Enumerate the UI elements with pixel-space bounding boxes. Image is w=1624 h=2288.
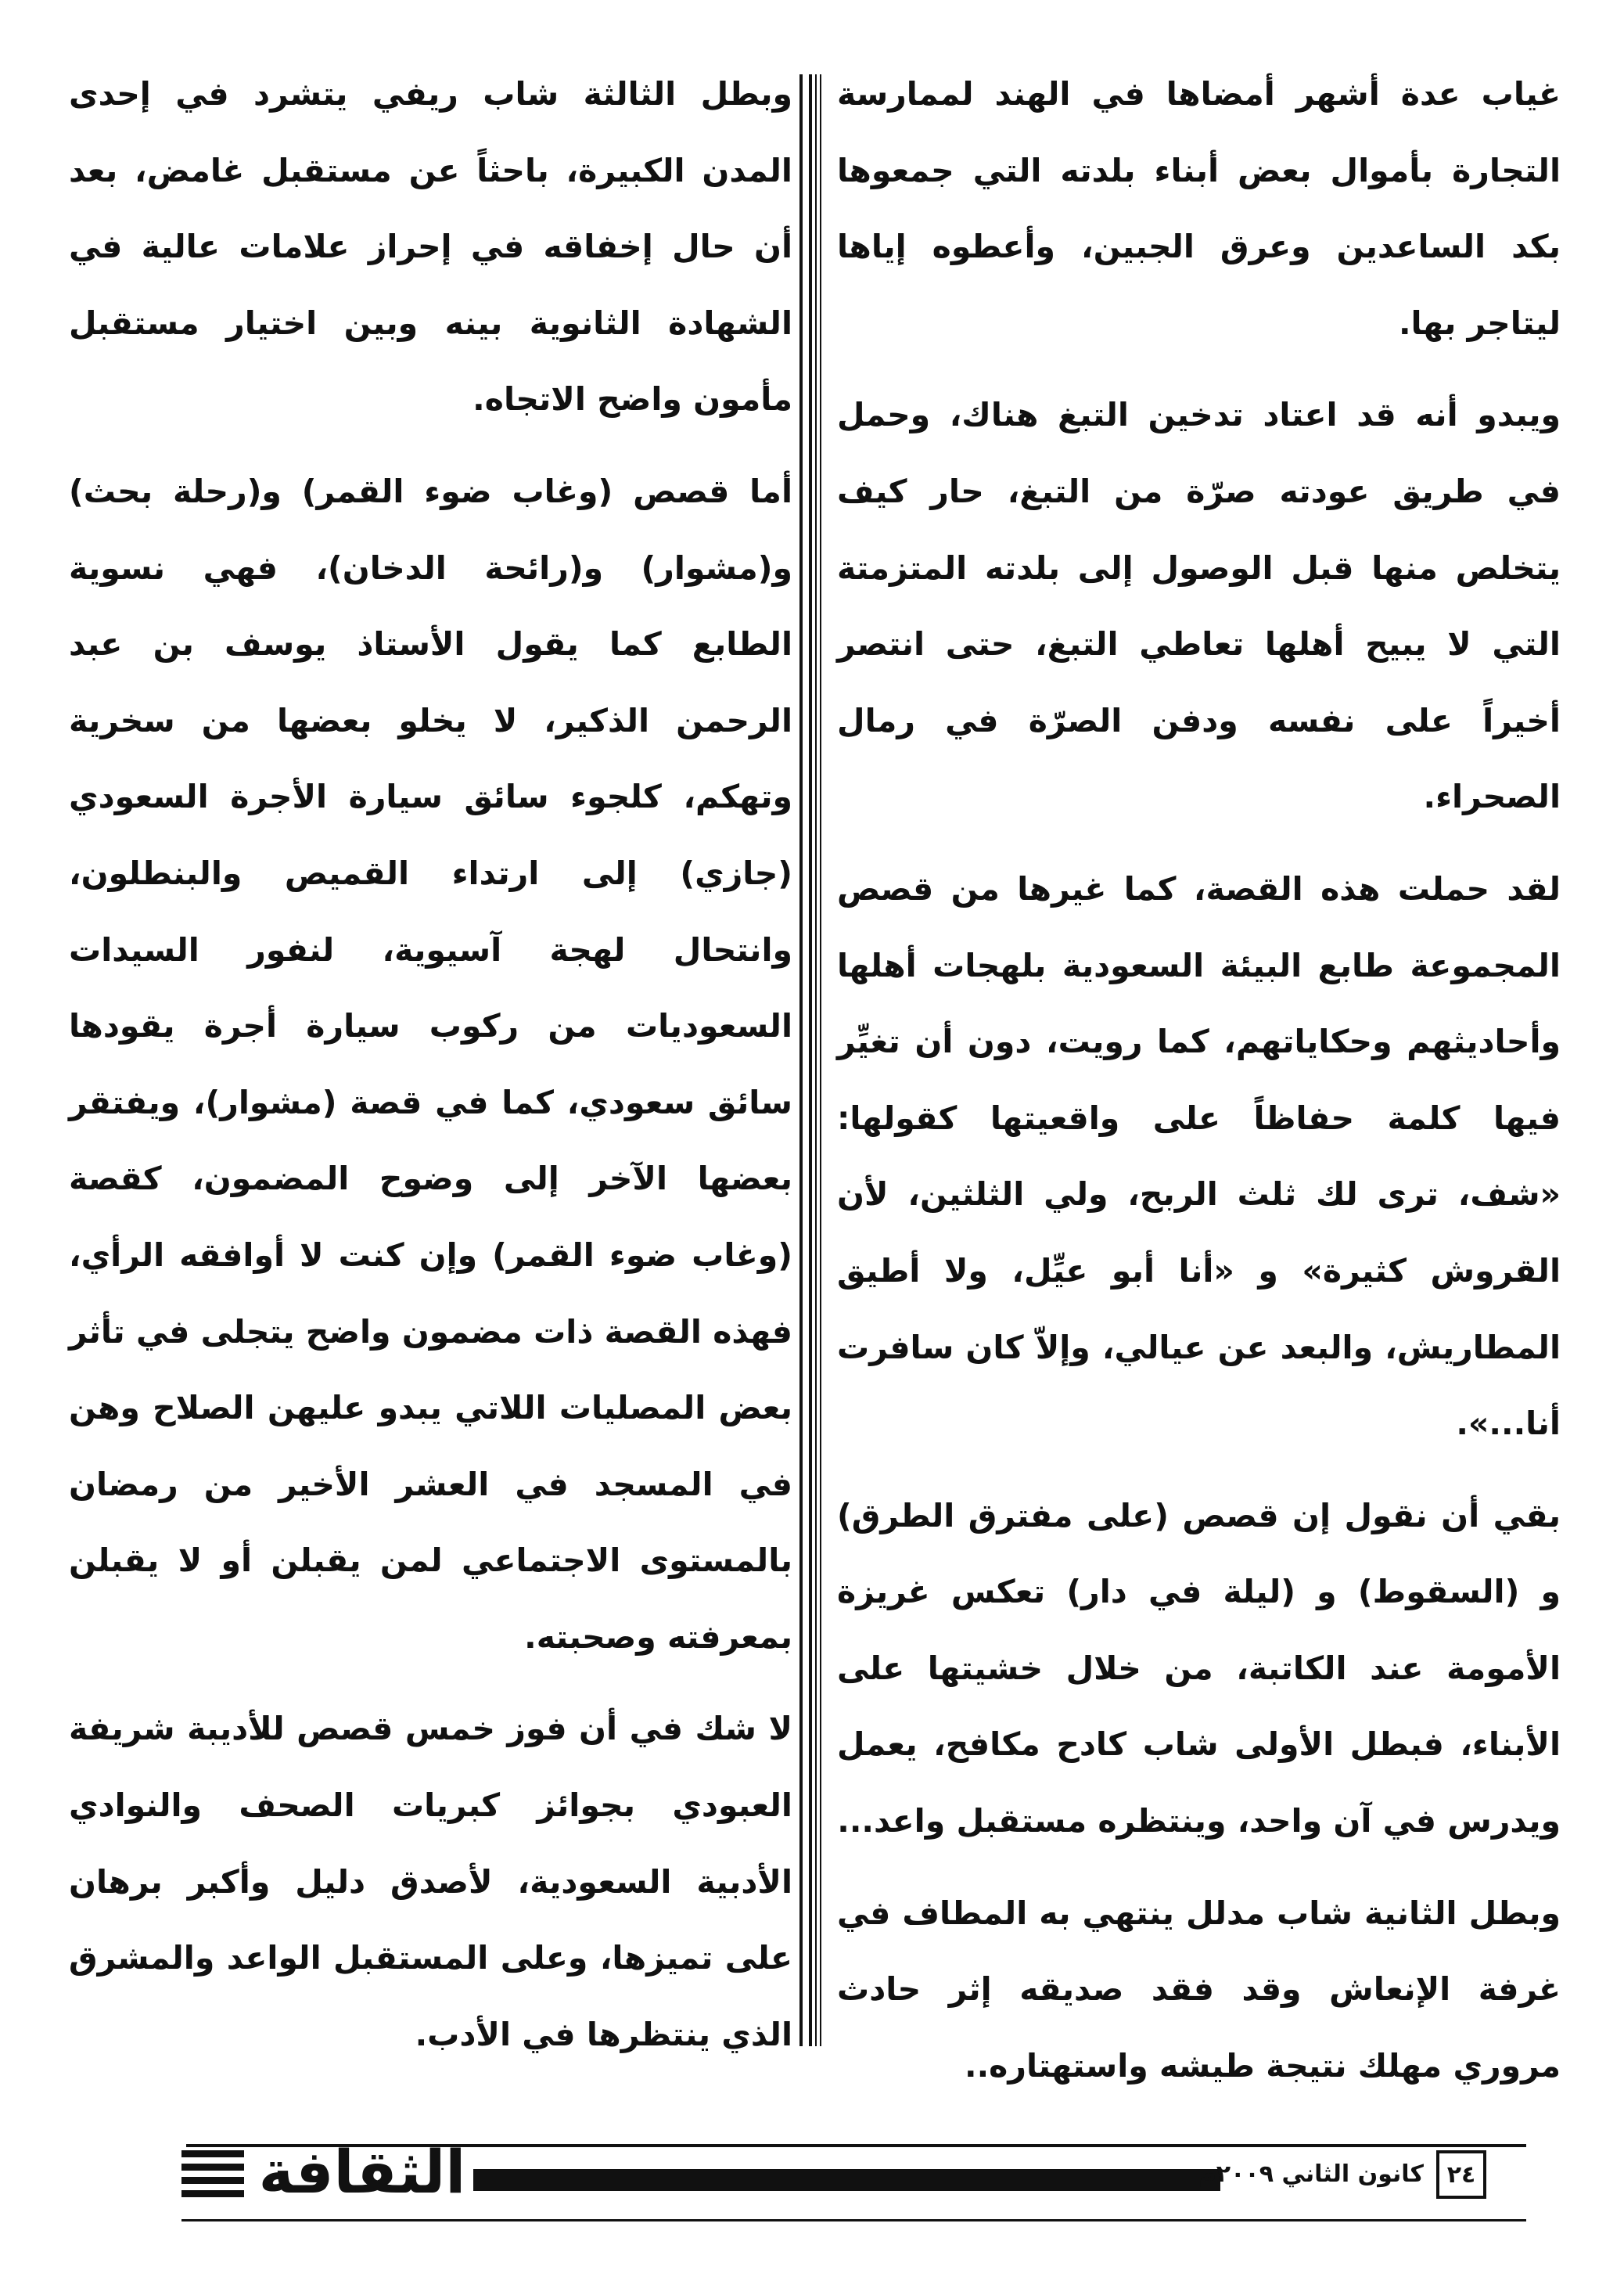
paragraph: لا شك في أن فوز خمس قصص للأديبة شريفة العبودي بجوائز كبريات الصحف والنوادي الأدبية السعودية، لأصدق دليل وأكبر برهان على تميزها، وعلى المستقبل الواعد والمشرق الذي ينتظرها في الأدب.	[69, 1710, 792, 2053]
paragraph: لقد حملت هذه القصة، كما غيرها من قصص المجموعة طابع البيئة السعودية بلهجات أهلها وأحاديثهم وحكاياتهم، كما رويت، دون أن تغيِّر فيها كلمة حفاظاً على واقعيتها كقولها: «شف، ترى لك ثلث الربح، ولي الثلثين، لأن القروش كثيرة» و «أنا أبو عيِّل، ولا أطيق المطاريش، والبعد عن عيالي، وإلاّ كان سافرت أنا...».	[837, 869, 1561, 1443]
column-right	[837, 56, 1561, 2120]
issue-date: كانون الثاني ٢٠٠٩م	[1220, 2160, 1424, 2195]
paragraph: ويبدو أنه قد اعتاد تدخين التبغ هناك، وحمل في طريق عودته صرّة من التبغ، حار كيف يتخلص منها قبل الوصول إلى بلدته المتزمتة التي لا يبيح أهلها تعاطي التبغ، حتى انتصر أخيراً على نفسه ودفن الصرّة في رمال الصحراء.	[837, 396, 1561, 816]
footer-bottom-rule	[181, 2219, 1526, 2221]
column-divider-inner	[815, 74, 821, 2046]
paragraph: بقي أن نقول إن قصص (على مفترق الطرق) و (السقوط) و (ليلة في دار) تعكس غريزة الأمومة عند الكاتبة، من خلال خشيتها على الأبناء، فبطل الأولى شاب كادح مكافح، يعمل ويدرس في آن واحد، وينتظره مستقبل واعد...	[837, 1496, 1561, 1840]
column-left	[69, 56, 792, 2088]
paragraph: أما قصص (وغاب ضوء القمر) و(رحلة بحث) و(مشوار) و(رائحة الدخان)، فهي نسوية الطابع كما يقول الأستاذ يوسف بن عبد الرحمن الذكير، لا يخلو بعضها من سخرية وتهكم، كلجوء سائق سيارة الأجرة السعودي (جازي) إلى ارتداء القميص والبنطلون، وانتحال لهجة آسيوية، لنفور السيدات السعوديات من ركوب سيارة أجرة يقودها سائق سعودي، كما في قصة (مشوار)، ويفتقر بعضها الآخر إلى وضوح المضمون، كقصة (وغاب ضوء القمر) وإن كنت لا أوافقه الرأي، فهذه القصة ذات مضمون واضح يتجلى في تأثر بعض المصليات اللاتي يبدو عليهن الصلاح وهن في المسجد في العشر الأخير من رمضان بالمستوى الاجتماعي لمن يقبلن أو لا يقبلن بمعرفته وصحبته.	[69, 472, 792, 1656]
footer-bar	[473, 2169, 1256, 2191]
column-divider	[799, 74, 812, 2046]
paragraph: وبطل الثالثة شاب ريفي يتشرد في إحدى المدن الكبيرة، باحثاً عن مستقبل غامض، بعد أن حال إخفاقه في إحراز علامات عالية في الشهادة الثانوية بينه وبين اختيار مستقبل مأمون واضح الاتجاه.	[69, 75, 792, 419]
logo-stripes	[181, 2150, 244, 2199]
paragraph: وبطل الثانية شاب مدلل ينتهي به المطاف في غرفة الإنعاش وقد فقد صديقه إثر حادث مروري مهلك نتيجة طيشه واستهتاره..	[837, 1894, 1561, 2085]
magazine-logo: الثقافة	[258, 2137, 466, 2207]
page-number: ٢٤	[1436, 2150, 1486, 2199]
paragraph: غياب عدة أشهر أمضاها في الهند لممارسة التجارة بأموال بعض أبناء بلدته التي جمعوها بكد الساعدين وعرق الجبين، وأعطوه إياها ليتاجر بها.	[837, 75, 1561, 342]
